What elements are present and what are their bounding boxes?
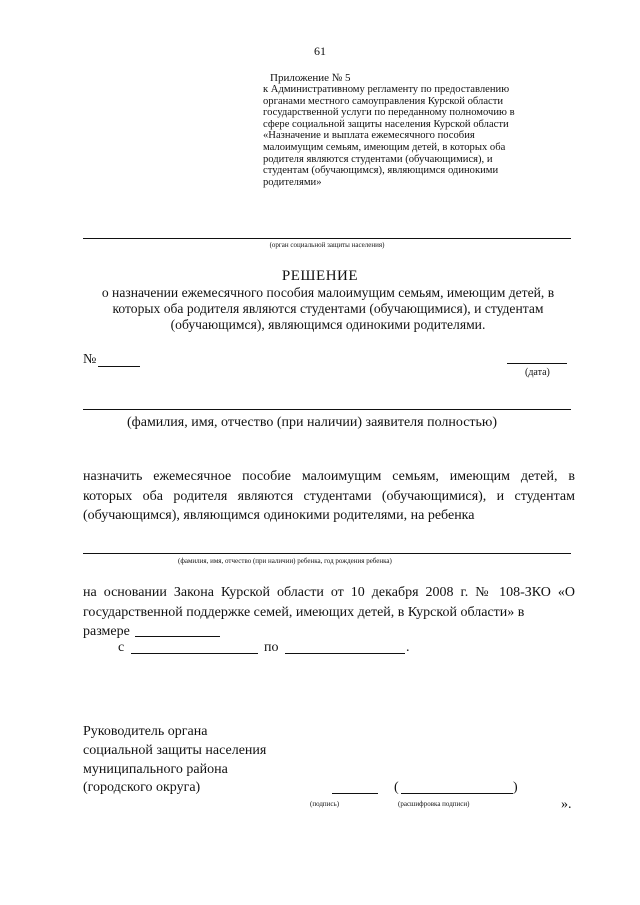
to-label: по xyxy=(264,640,279,655)
decoding-line xyxy=(401,793,513,794)
appendix-text: к Административному регламенту по предоставлению органами местного самоуправления Курской области государственной услуги по переданному полномочию в сфере социальной защиты населения Курской области «Назначение и выплата ежемесячного пособия малоимущим семьям, имеющим детей, в которых оба родителя являются студентами (обучающимися), и студентам (обучающимся), являющимся одинокими родителями» xyxy=(263,84,515,188)
signatory-line-4: (городского округа) xyxy=(83,780,201,795)
to-line xyxy=(285,653,405,654)
signatory-line-1: Руководитель органа xyxy=(83,724,208,739)
closing-mark: ». xyxy=(561,797,572,812)
decision-title: РЕШЕНИЕ xyxy=(281,268,359,284)
signatory-line-3: муниципального района xyxy=(83,762,228,777)
applicant-line xyxy=(83,409,571,410)
assign-text: назначить ежемесячное пособие малоимущим семьям, имеющим детей, в которых оба родителя являются студентами (обучающимися), и студентам (обучающимся), являющимся одинокими родителями, на ребенка xyxy=(83,469,575,523)
appendix-title: Приложение № 5 xyxy=(270,72,351,84)
organ-caption: (орган социальной защиты населения) xyxy=(269,241,385,249)
date-caption: (дата) xyxy=(525,367,550,378)
page-number: 61 xyxy=(314,44,326,58)
period-end: . xyxy=(406,640,410,655)
from-line xyxy=(131,653,258,654)
amount-line xyxy=(135,636,220,637)
decoding-paren-open: ( xyxy=(394,780,399,795)
number-label: № xyxy=(83,352,97,367)
signature-caption: (подпись) xyxy=(310,800,340,808)
signatory-line-2: социальной защиты населения xyxy=(83,743,267,758)
amount-label: размере xyxy=(83,624,130,639)
law-text: на основании Закона Курской области от 10 декабря 2008 г. № 108-ЗКО «О государственной поддержке семей, имеющих детей, в Курской области» в xyxy=(83,585,575,620)
decoding-paren-close: ) xyxy=(513,780,518,795)
child-line xyxy=(83,553,571,554)
organ-line xyxy=(83,238,571,239)
decoding-caption: (расшифровка подписи) xyxy=(398,800,470,808)
child-caption: (фамилия, имя, отчество (при наличии) ребенка, год рождения ребенка) xyxy=(178,557,392,565)
decision-subtitle: о назначении ежемесячного пособия малоимущим семьям, имеющим детей, в которых оба родителя являются студентами (обучающимися), и студентам (обучающимся), являющимся одинокими родителями. xyxy=(101,285,555,332)
number-line xyxy=(98,366,140,367)
date-line xyxy=(507,363,567,364)
signature-line xyxy=(332,793,378,794)
from-label: с xyxy=(118,640,125,655)
applicant-caption: (фамилия, имя, отчество (при наличии) заявителя полностью) xyxy=(127,415,498,430)
